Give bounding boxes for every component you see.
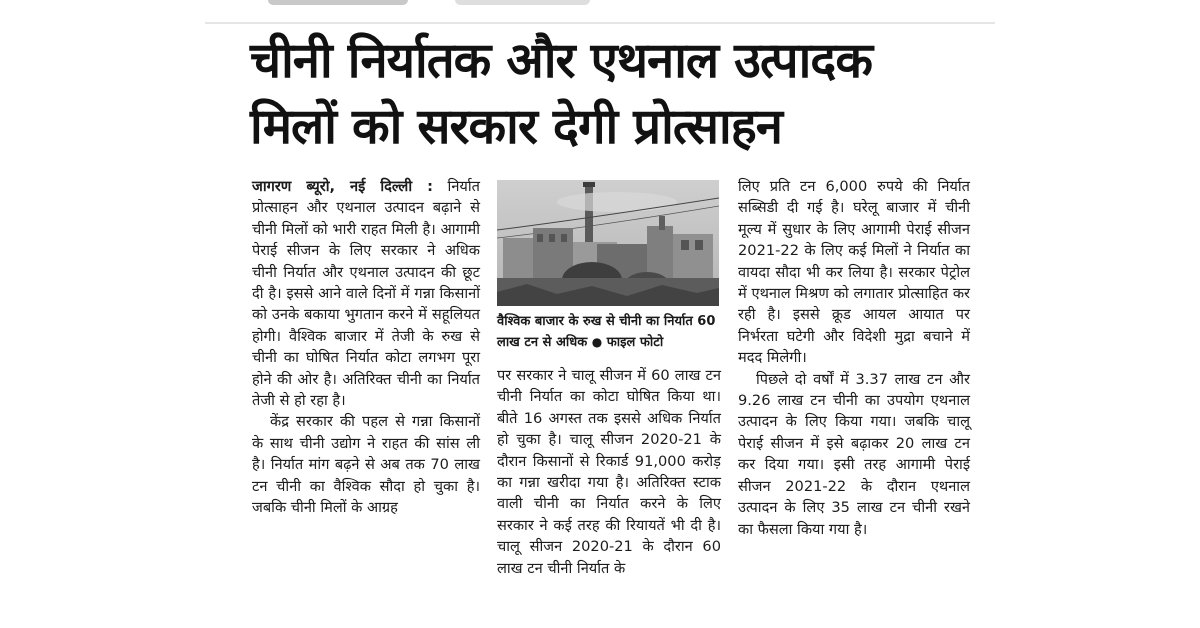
column-1-paragraph-2: केंद्र सरकार की पहल से गन्ना किसानों के साथ चीनी उद्योग ने राहत की सांस ली है। निर्यात मांग बढ़ने से अब तक 70 लाख टन चीनी का वैश्विक सौदा हो चुका है। जबकि चीनी मिलों के आग्रह: [252, 413, 480, 517]
photo-caption: [497, 311, 719, 353]
dateline: जागरण ब्यूरो, नई दिल्ली :: [252, 178, 433, 195]
photo-credit: फाइल फोटो: [606, 335, 664, 350]
headline-line-2: मिलों को सरकार देगी प्रोत्साहन: [250, 98, 782, 155]
headline: [250, 28, 990, 160]
photo-caption-text: वैश्विक बाजार के रुख से चीनी का निर्यात 60 लाख टन से अधिक: [497, 314, 716, 350]
column-3: [738, 176, 970, 540]
column-3-paragraph-2: पिछले दो वर्षों में 3.37 लाख टन और 9.26 लाख टन चीनी का उपयोग एथनाल उत्पादन के लिए किया गया। जबकि चालू पेराई सीजन में इसे बढ़ाकर 20 लाख टन कर दिया गया। इसी तरह आगामी पेराई सीजन 2021-22 के दौरान एथनाल उत्पादन के लिए 35 लाख टन चीनी रखने का फैसला किया गया है।: [738, 370, 970, 538]
top-tab-left: [268, 0, 408, 5]
headline-line-1: चीनी निर्यातक और एथनाल उत्पादक: [250, 32, 872, 89]
factory-photo: [497, 180, 719, 306]
column-1-paragraph-1-text: निर्यात प्रोत्साहन और एथनाल उत्पादन बढ़ाने से चीनी मिलों को भारी राहत मिली है। आगामी पेराई सीजन के लिए सरकार ने अधिक चीनी निर्यात और एथनाल उत्पादन की छूट दी है। इससे आने वाले दिनों में गन्ना किसानों को उनके बकाया भुगतान करने में सहूलियत होगी। वैश्विक बाजार में तेजी के रुख से चीनी का घोषित निर्यात कोटा लगभग पूरा होने की ओर है। अतिरिक्त चीनी का निर्यात तेजी से हो रहा है।: [252, 178, 480, 410]
column-2-paragraph-1: पर सरकार ने चालू सीजन में 60 लाख टन चीनी निर्यात का कोटा घोषित किया था। बीते 16 अगस्त तक इससे अधिक निर्यात हो चुका है। चालू सीजन 2020-21 के दौरान किसानों से रिकार्ड 91,000 करोड़ का गन्ना खरीदा गया है। अतिरिक्त स्टाक वाली चीनी का निर्यात करने के लिए सरकार ने कई तरह की रियायतें भी दी है। चालू सीजन 2020-21 के दौरान 60 लाख टन चीनी निर्यात के: [497, 367, 721, 577]
column-1-paragraph-1: [252, 176, 480, 411]
column-2: [497, 365, 721, 579]
column-3-paragraph-1: लिए प्रति टन 6,000 रुपये की निर्यात सब्सिडी दी गई है। घरेलू बाजार में चीनी मूल्य में सुधार के लिए आगामी पेराई सीजन 2021-22 के लिए कई मिलों ने निर्यात का वायदा सौदा भी कर लिया है। सरकार पेट्रोल में एथनाल मिश्रण को लगातार प्रोत्साहित कर रही है। इससे क्रूड आयल आयात पर निर्भरता घटेगी और विदेशी मुद्रा बचाने में मदद मिलेगी।: [738, 178, 970, 367]
top-tab-right: [455, 0, 590, 5]
factory-photo-image: [497, 180, 719, 306]
top-rule: [205, 22, 995, 24]
column-1: [252, 176, 480, 519]
caption-bullet: ●: [591, 335, 603, 349]
